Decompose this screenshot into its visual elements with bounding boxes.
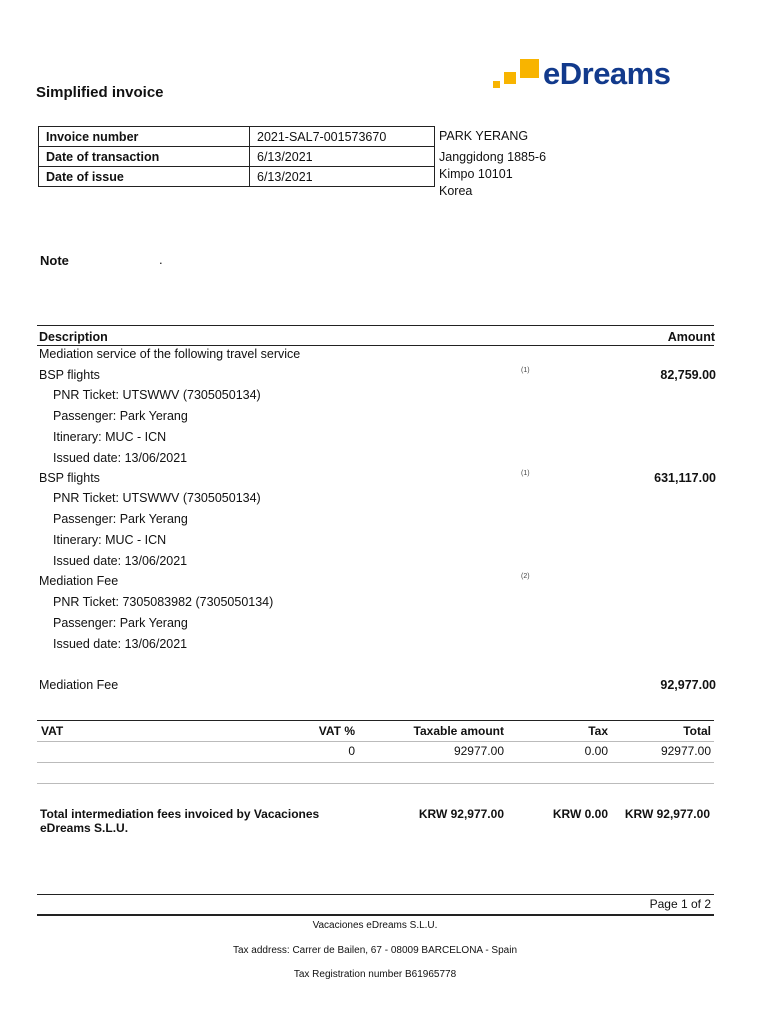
divider	[37, 325, 714, 326]
info-label: Date of transaction	[39, 147, 250, 167]
item-title: Mediation Fee	[39, 574, 119, 588]
logo-square-medium	[504, 72, 516, 84]
info-row	[39, 147, 435, 167]
item-line: PNR Ticket: UTSWWV (7305050134)	[53, 491, 261, 505]
logo-wordmark: eDreams	[543, 56, 671, 91]
amount-header: Amount	[667, 330, 715, 344]
total-value: 92977.00	[660, 744, 711, 758]
divider	[37, 720, 714, 721]
tax-header: Tax	[588, 724, 608, 738]
item-title: BSP flights	[39, 471, 100, 485]
vat-header: VAT	[41, 724, 64, 738]
footer-address: Tax address: Carrer de Bailen, 67 - 08009 BARCELONA - Spain	[232, 945, 518, 956]
page-number: Page 1 of 2	[649, 897, 711, 911]
description-header: Description	[39, 330, 108, 344]
divider	[37, 783, 714, 784]
item-ref: (1)	[521, 367, 530, 374]
item-title: BSP flights	[39, 368, 100, 382]
footer-company: Vacaciones eDreams S.L.U.	[312, 920, 438, 931]
item-ref: (2)	[521, 573, 530, 580]
info-value: 2021-SAL7-001573670	[250, 127, 435, 147]
invoice-info-table	[38, 126, 435, 187]
logo-square-small	[493, 81, 500, 88]
customer-country: Korea	[439, 184, 473, 198]
customer-city: Kimpo 10101	[439, 167, 513, 181]
item-amount: 82,759.00	[660, 368, 716, 382]
item-amount: 631,117.00	[654, 471, 716, 485]
item-line: PNR Ticket: UTSWWV (7305050134)	[53, 388, 261, 402]
taxable-header: Taxable amount	[413, 724, 504, 738]
vat-pct-value: 0	[348, 744, 355, 758]
note-value: .	[159, 252, 163, 267]
customer-name: PARK YERANG	[439, 129, 529, 143]
divider	[37, 345, 714, 346]
totals-total: KRW 92,977.00	[624, 807, 710, 821]
footer-taxreg: Tax Registration number B61965778	[293, 969, 457, 980]
totals-label: Total intermediation fees invoiced by Vacaciones eDreams S.L.U.	[40, 807, 320, 835]
vat-pct-header: VAT %	[318, 724, 355, 738]
item-ref: (1)	[521, 470, 530, 477]
description-intro: Mediation service of the following travel service	[39, 347, 301, 361]
divider	[37, 914, 714, 916]
divider	[37, 894, 714, 895]
item-line: Itinerary: MUC - ICN	[53, 430, 167, 444]
item-line: Passenger: Park Yerang	[53, 616, 188, 630]
info-row	[39, 167, 435, 187]
item-line: Passenger: Park Yerang	[53, 409, 188, 423]
item-line: Passenger: Park Yerang	[53, 512, 188, 526]
fee-amount: 92,977.00	[660, 678, 716, 692]
tax-value: 0.00	[584, 744, 608, 758]
item-line: PNR Ticket: 7305083982 (7305050134)	[53, 595, 274, 609]
item-line: Issued date: 13/06/2021	[53, 451, 188, 465]
divider	[37, 762, 714, 763]
totals-taxable: KRW 92,977.00	[418, 807, 504, 821]
taxable-value: 92977.00	[453, 744, 504, 758]
total-header: Total	[683, 724, 711, 738]
item-line: Itinerary: MUC - ICN	[53, 533, 167, 547]
divider	[37, 741, 714, 742]
page-title: Simplified invoice	[36, 84, 164, 101]
info-label: Invoice number	[39, 127, 250, 147]
info-label: Date of issue	[39, 167, 250, 187]
info-value: 6/13/2021	[250, 167, 435, 187]
info-value: 6/13/2021	[250, 147, 435, 167]
customer-street: Janggidong 1885-6	[439, 150, 547, 164]
totals-tax: KRW 0.00	[552, 807, 608, 821]
note-label: Note	[40, 253, 69, 268]
logo-square-large	[520, 59, 539, 78]
info-row	[39, 127, 435, 147]
item-line: Issued date: 13/06/2021	[53, 637, 188, 651]
edreams-logo	[493, 55, 683, 95]
item-line: Issued date: 13/06/2021	[53, 554, 188, 568]
fee-label: Mediation Fee	[39, 678, 119, 692]
